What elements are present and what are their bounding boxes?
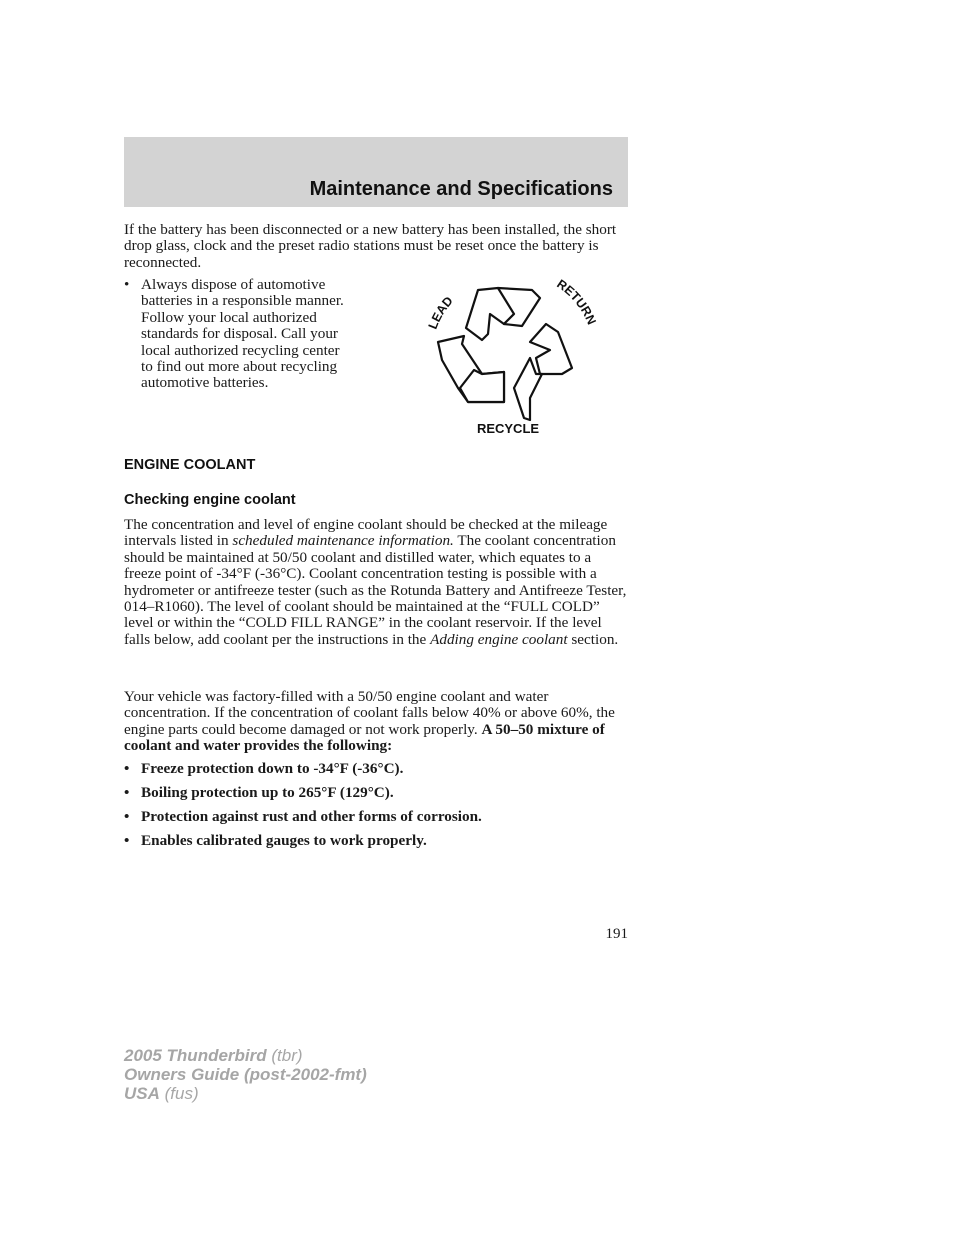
section-heading: ENGINE COOLANT [124, 457, 256, 473]
bullet-dot: • [124, 808, 130, 825]
document-footer [124, 1046, 367, 1103]
footer-line [124, 1065, 367, 1084]
footer-model: 2005 Thunderbird [124, 1046, 267, 1065]
header-band [124, 137, 628, 207]
footer-code: (tbr) [266, 1046, 303, 1065]
page-number: 191 [605, 926, 628, 942]
coolant-italic-ref: Adding engine coolant [430, 630, 568, 648]
benefit-text: Freeze protection down to -34°F (-36°C). [141, 760, 404, 777]
footer-market: USA [124, 1084, 160, 1103]
bullet-dot: • [124, 760, 130, 777]
bullet-line: Follow your local authorized [141, 308, 317, 326]
benefit-text: Enables calibrated gauges to work properly. [141, 832, 427, 849]
logo-lead-text: LEAD [425, 293, 456, 332]
bullet-line: standards for disposal. Call your [141, 325, 338, 343]
footer-line [124, 1046, 367, 1065]
bullet-text [141, 277, 386, 392]
bullet-line: batteries in a responsible manner. [141, 292, 344, 310]
logo-recycle-text: RECYCLE [476, 421, 540, 436]
intro-paragraph: If the battery has been disconnected or a new battery has been installed, the short drop glass, clock and the preset radio stations must be reset once the battery is reconnected. [124, 221, 617, 271]
sub-heading: Checking engine coolant [124, 492, 296, 508]
recycle-logo-icon [418, 278, 602, 444]
mixture-bold-text: A 50–50 mixture of coolant and water provides the following: [124, 720, 605, 755]
bullet-line: local authorized recycling center [141, 341, 340, 359]
page-title: Maintenance and Specifications [309, 178, 613, 200]
bullet-dot: • [124, 784, 130, 801]
bullet-line: to find out more about recycling [141, 358, 338, 376]
footer-line [124, 1084, 367, 1103]
mixture-text: Your vehicle was factory-filled with a 50/50 engine coolant and water concentration. If the concentration of coolant falls below 40% or above 60%, the engine parts could become damaged or not work properly. [124, 688, 615, 738]
footer-code: (fus) [159, 1084, 199, 1103]
recycle-arrow-right [530, 324, 572, 374]
bullet-line: Always dispose of automotive [141, 276, 326, 293]
coolant-text: section. [567, 630, 619, 648]
coolant-italic-ref: scheduled maintenance information. [232, 532, 454, 550]
bullet-dot: • [124, 276, 130, 293]
benefit-text: Boiling protection up to 265°F (129°C). [141, 784, 394, 801]
bullet-line: automotive batteries. [141, 374, 269, 392]
coolant-text: The coolant concentration should be maintained at 50/50 coolant and distilled water, which equates to a freeze point of -34°F (-36°C). Coolant concentration testing is possible with a hydrometer or antifreeze tester (such as the Rotunda Battery and Antifreeze Tester, 014–R1060). The level of coolant should be maintained at the “FULL COLD” level or within the “COLD FILL RANGE” in the coolant reservoir. If the level falls below, add coolant per the instructions in the [124, 532, 627, 648]
mixture-paragraph [124, 689, 630, 755]
coolant-text: The concentration and level of engine coolant should be checked at the mileage intervals listed in [124, 516, 608, 550]
footer-guide: Owners Guide (post-2002-fmt) [124, 1065, 367, 1084]
bullet-dot: • [124, 832, 130, 849]
coolant-paragraph [124, 517, 630, 648]
benefit-text: Protection against rust and other forms of corrosion. [141, 808, 482, 825]
svg-text:LEAD [426, 294, 456, 331]
logo-return-text: RETURN [554, 278, 599, 327]
svg-text:RETURN [554, 278, 598, 327]
